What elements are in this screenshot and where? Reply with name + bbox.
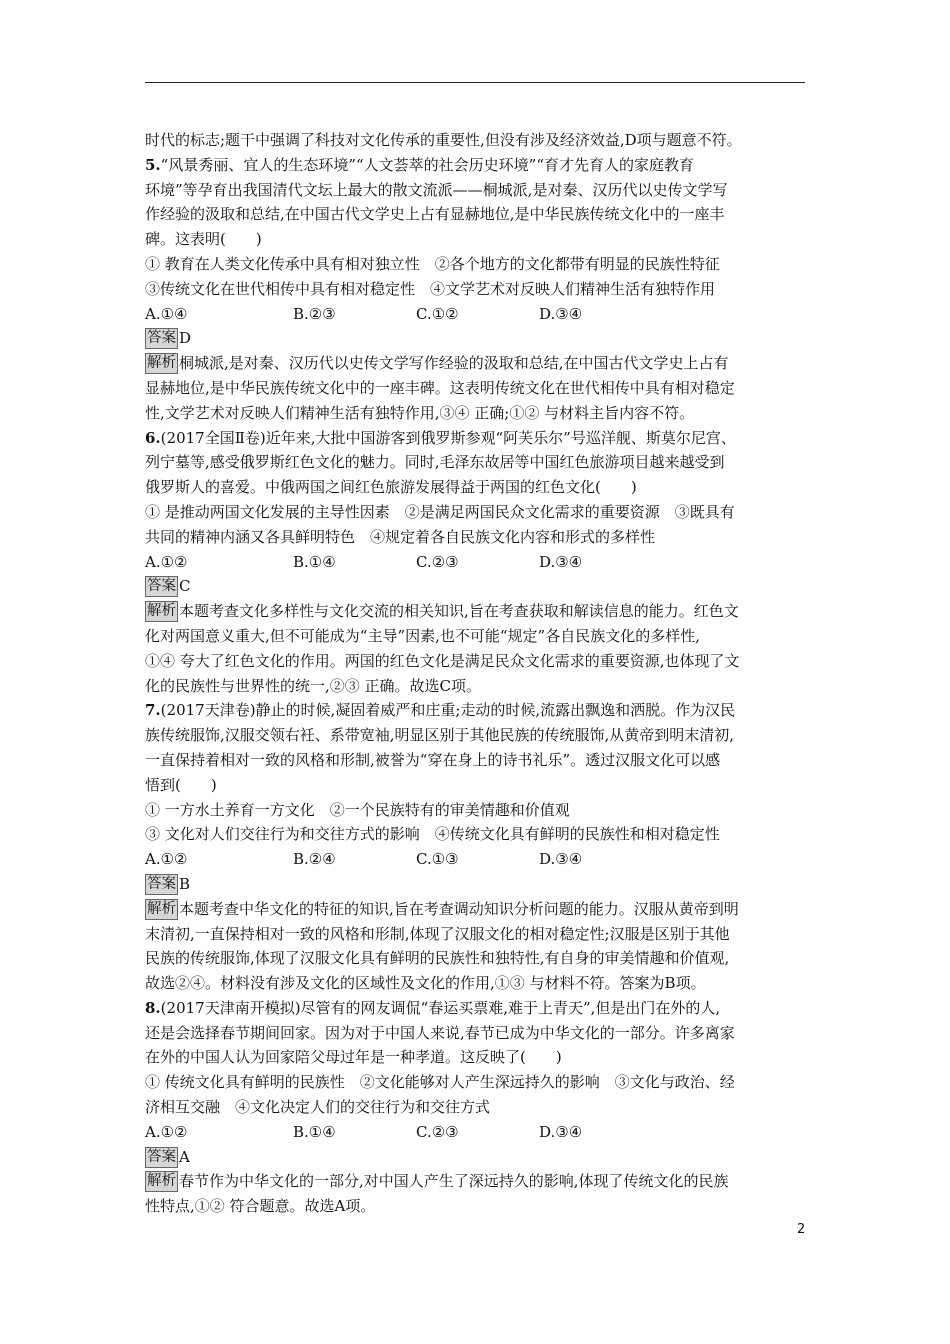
analysis-text: 本题考查文化多样性与文化交流的相关知识,旨在考查获取和解读信息的能力。红色文 — [179, 602, 739, 621]
statement-line: 共同的精神内涵又各具鲜明特色 ④规定着各自民族文化内容和形式的多样性 — [145, 527, 656, 546]
options-row — [145, 1120, 810, 1145]
option-a: A.①④ — [145, 304, 188, 323]
answer-line — [145, 326, 810, 351]
question-stem-line — [145, 426, 810, 451]
options-row — [145, 550, 810, 575]
answer-tag: 答案 — [145, 1147, 178, 1168]
option-a: A.①② — [145, 850, 188, 869]
statement-line: ① 传统文化具有鲜明的民族性 ②文化能够对人产生深远持久的影响 ③文化与政治、经 — [145, 1073, 735, 1092]
options-row — [145, 302, 810, 327]
statement-line: ① 一方水土养育一方文化 ②一个民族特有的审美情趣和价值观 — [145, 800, 570, 819]
question-stem-line — [145, 996, 810, 1021]
statement-line: ③传统文化在世代相传中具有相对稳定性 ④文学艺术对反映人们精神生活有独特作用 — [145, 279, 716, 298]
answer-tag: 答案 — [145, 328, 178, 349]
question-6 — [145, 426, 810, 699]
options-row — [145, 847, 810, 872]
option-c: C.①③ — [416, 850, 459, 869]
intro-line: 时代的标志;题干中强调了科技对文化传承的重要性,但没有涉及经济效益,D项与题意不符。 — [145, 131, 742, 149]
option-d: D.③④ — [539, 1122, 583, 1141]
analysis-text: 桐城派,是对秦、汉历代以史传文学写作经验的汲取和总结,在中国古代文学史上占有 — [179, 354, 729, 373]
analysis-line: 化对两国意义重大,但不可能成为“主导”因素,也不可能“规定”各自民族文化的多样性, — [145, 626, 700, 645]
stem-text: (2017全国Ⅱ卷)近年来,大批中国游客到俄罗斯参观“阿芙乐尔”号巡洋舰、斯莫尔尼宫、 — [160, 428, 736, 447]
question-number: 6. — [145, 428, 161, 447]
question-stem-line: 在外的中国人认为回家陪父母过年是一种孝道。这反映了( ) — [145, 1048, 562, 1067]
statement-line: ① 是推动两国文化发展的主导性因素 ②是满足两国民众文化需求的重要资源 ③既具有 — [145, 502, 735, 521]
option-d: D.③④ — [539, 552, 583, 571]
question-stem-line: 俄罗斯人的喜爱。中俄两国之间红色旅游发展得益于两国的红色文化( ) — [145, 478, 637, 497]
answer-value: D — [179, 329, 192, 348]
option-c: C.①② — [416, 304, 459, 323]
question-stem-line: 一直保持着相对一致的风格和形制,被誉为“穿在身上的诗书礼乐”。透过汉服文化可以感 — [145, 750, 721, 769]
option-d: D.③④ — [539, 304, 583, 323]
analysis-line: 末清初,一直保持相对一致的风格和形制,体现了汉服文化的相对稳定性;汉服是区别于其他 — [145, 924, 730, 943]
analysis-line — [145, 1169, 810, 1194]
analysis-tag: 解析 — [145, 899, 178, 920]
answer-tag: 答案 — [145, 576, 178, 597]
option-a: A.①② — [145, 552, 188, 571]
option-b: B.②④ — [293, 850, 336, 869]
question-stem-line: 悟到( ) — [145, 775, 217, 794]
question-stem-line: 族传统服饰,汉服交领右衽、系带宽袖,明显区别于其他民族的传统服饰,从黄帝到明末清初, — [145, 726, 735, 745]
statement-line: ③ 文化对人们交往行为和交往方式的影响 ④传统文化具有鲜明的民族性和相对稳定性 — [145, 825, 720, 844]
statement-line: 济相互交融 ④文化决定人们的交往行为和交往方式 — [145, 1098, 491, 1117]
question-stem-line: 环境”等孕育出我国清代文坛上最大的散文流派——桐城派,是对秦、汉历代以史传文学写 — [145, 180, 728, 199]
analysis-line — [145, 897, 810, 922]
question-stem-line: 列宁墓等,感受俄罗斯红色文化的魅力。同时,毛泽东故居等中国红色旅游项目越来越受到 — [145, 453, 725, 472]
question-5 — [145, 153, 810, 426]
option-b: B.①④ — [293, 1122, 336, 1141]
analysis-tag: 解析 — [145, 353, 178, 374]
statement-line: ① 教育在人类文化传承中具有相对独立性 ②各个地方的文化都带有明显的民族性特征 — [145, 254, 720, 273]
page-number: 2 — [797, 1222, 806, 1237]
option-b: B.②③ — [293, 304, 336, 323]
analysis-line: 显赫地位,是中华民族传统文化中的一座丰碑。这表明传统文化在世代相传中具有相对稳定 — [145, 378, 735, 397]
option-c: C.②③ — [416, 1122, 459, 1141]
analysis-line: 化的民族性与世界性的统一,②③ 正确。故选C项。 — [145, 676, 482, 695]
answer-value: B — [179, 874, 191, 893]
analysis-line: 故选②④。材料没有涉及文化的区域性及文化的作用,①③ 与材料不符。答案为B项。 — [145, 974, 706, 993]
question-number: 8. — [145, 998, 161, 1017]
answer-line — [145, 1145, 810, 1170]
analysis-tag: 解析 — [145, 601, 178, 622]
header-rule — [145, 82, 805, 83]
question-stem-line: 碑。这表明( ) — [145, 230, 262, 249]
question-7 — [145, 698, 810, 996]
stem-text: “风景秀丽、宜人的生态环境”“人文荟萃的社会历史环境”“育才先育人的家庭教育 — [160, 155, 695, 174]
option-a: A.①② — [145, 1122, 188, 1141]
analysis-line: 性,文学艺术对反映人们精神生活有独特作用,③④ 正确;①② 与材料主旨内容不符。 — [145, 403, 695, 422]
answer-line — [145, 872, 810, 897]
option-b: B.①④ — [293, 552, 336, 571]
stem-text: (2017天津卷)静止的时候,凝固着威严和庄重;走动的时候,流露出飘逸和洒脱。作为汉民 — [160, 701, 736, 720]
question-stem-line: 还是会选择春节期间回家。因为对于中国人来说,春节已成为中华文化的一部分。许多离家 — [145, 1023, 735, 1042]
analysis-line: 性特点,①② 符合题意。故选A项。 — [145, 1197, 376, 1216]
option-d: D.③④ — [539, 850, 583, 869]
analysis-text: 春节作为中华文化的一部分,对中国人产生了深远持久的影响,体现了传统文化的民族 — [179, 1172, 729, 1191]
analysis-line: 民族的传统服饰,体现了汉服文化具有鲜明的民族性和独特性,有自身的审美情趣和价值观, — [145, 949, 730, 968]
answer-tag: 答案 — [145, 874, 178, 895]
answer-value: C — [179, 577, 191, 596]
question-number: 7. — [145, 701, 161, 720]
analysis-text: 本题考查中华文化的特征的知识,旨在考查调动知识分析问题的能力。汉服从黄帝到明 — [179, 899, 739, 918]
analysis-line — [145, 351, 810, 376]
question-stem-line: 作经验的汲取和总结,在中国古代文学史上占有显赫地位,是中华民族传统文化中的一座丰 — [145, 205, 725, 224]
option-c: C.②③ — [416, 552, 459, 571]
analysis-line: ①④ 夸大了红色文化的作用。两国的红色文化是满足民众文化需求的重要资源,也体现了文 — [145, 651, 740, 670]
question-8 — [145, 996, 810, 1219]
answer-line — [145, 574, 810, 599]
page-content — [145, 128, 810, 1219]
analysis-line — [145, 599, 810, 624]
answer-value: A — [179, 1147, 190, 1166]
analysis-tag: 解析 — [145, 1171, 178, 1192]
question-stem-line — [145, 153, 810, 178]
stem-text: (2017天津南开模拟)尽管有的网友调侃“春运买票难,难于上青天”,但是出门在外的人, — [160, 998, 721, 1017]
question-number: 5. — [145, 155, 161, 174]
question-stem-line — [145, 698, 810, 723]
